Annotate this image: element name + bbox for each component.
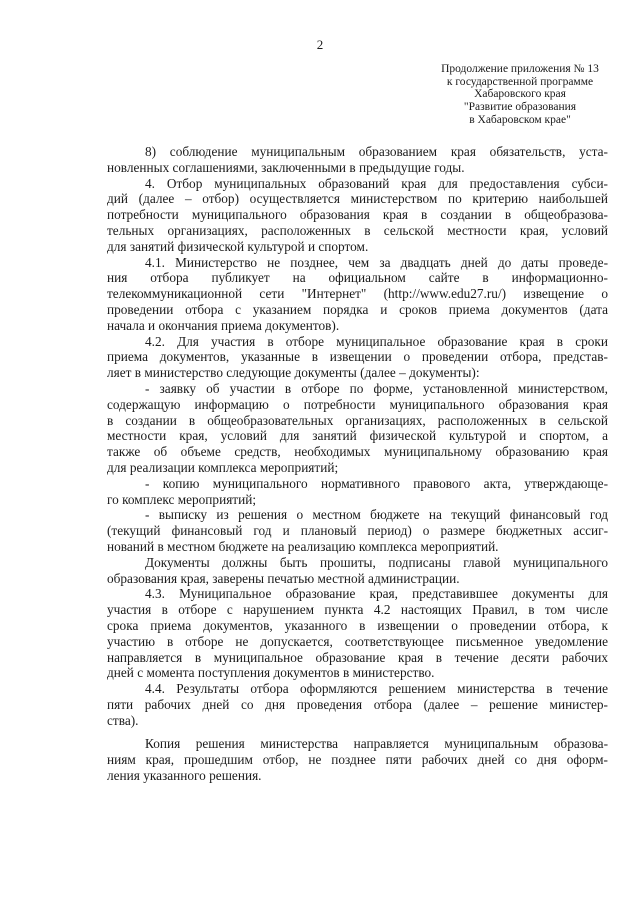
text-line: для реализации комплекса мероприятий; — [107, 459, 339, 475]
text-line: участию в отборе не допускается, соответствующее письменное уведомление — [107, 633, 608, 649]
appendix-header-line: в Хабаровском крае" — [469, 113, 571, 126]
appendix-header — [420, 63, 620, 127]
appendix-header-line: Продолжение приложения № 13 — [441, 63, 599, 75]
text-line: направляется в муниципальное образование края в течение десяти рабочих — [107, 649, 608, 665]
text-line: 4.1. Министерство не позднее, чем за двадцать дней до даты проведе- — [145, 254, 608, 270]
text-line: ления указанного решения. — [107, 768, 262, 784]
text-line: потребности муниципального образования края в создании в общеобразова- — [107, 207, 608, 223]
paragraph-4-3 — [107, 586, 608, 681]
text-line: 4. Отбор муниципальных образований края для предоставления субси- — [145, 175, 608, 191]
text-line: - копию муниципального нормативного правового акта, утверждающе- — [145, 475, 608, 491]
appendix-header-line: "Развитие образования — [463, 101, 577, 114]
text-line: также об объеме средств, необходимых муниципальному образованию края — [107, 444, 608, 460]
text-line: нований в местном бюджете на реализацию комплекса мероприятий. — [107, 538, 499, 554]
list-item-application — [107, 381, 608, 476]
text-line: ниям края, прошедшим отбор, не позднее пяти рабочих дней со дня оформ- — [107, 752, 608, 768]
paragraph-4-1 — [107, 255, 608, 334]
text-line: срока приема документов, указанного в извещении о проведении отбора, к — [107, 617, 608, 633]
text-line: Документы должны быть прошиты, подписаны главой муниципального — [145, 554, 608, 570]
text-line: Копия решения министерства направляется муниципальным образова- — [145, 736, 608, 752]
text-line: 8) соблюдение муниципальным образованием края обязательств, уста- — [145, 144, 608, 159]
text-line: 4.3. Муниципальное образование края, представившее документы для — [145, 586, 608, 602]
appendix-header-line: Хабаровского края — [474, 88, 566, 101]
text-line: дий (далее – отбор) осуществляется министерством по критерию наибольшей — [107, 191, 608, 207]
page-number: 2 — [316, 37, 324, 52]
text-line: приема документов, указанные в извещении о проведении отбора, представ- — [107, 349, 608, 365]
paragraph-4 — [107, 176, 608, 255]
paragraph-documents — [107, 555, 608, 587]
text-line: дней с момента поступления документов в министерство. — [107, 665, 435, 681]
text-line: телекоммуникационной сети "Интернет" (http://www.edu27.ru/) извещение о — [107, 286, 608, 302]
paragraph-item-8 — [107, 144, 608, 176]
text-line: проведении отбора с указанием порядка и сроков приема документов (дата — [107, 301, 608, 317]
text-line: - выписку из решения о местном бюджете на текущий финансовый год — [145, 507, 608, 523]
text-line: новленных соглашениями, заключенными в предыдущие годы. — [107, 159, 465, 175]
text-line: для занятий физической культурой и спортом. — [107, 238, 369, 254]
text-line: ляет в министерство следующие документы (далее – документы): — [107, 365, 480, 381]
text-line: содержащую информацию о потребности муниципального образования края — [107, 396, 608, 412]
text-line: пяти рабочих дней со дня проведения отбора (далее – решение министер- — [107, 696, 608, 712]
text-line: го комплекс мероприятий; — [107, 491, 257, 507]
paragraph-decision-copy — [107, 736, 608, 783]
text-line: в создании в общеобразовательных организациях, расположенных в сельской — [107, 412, 608, 428]
text-line: 4.4. Результаты отбора оформляются решением министерства в течение — [145, 681, 608, 697]
text-line: тельных организациях, расположенных в сельской местности края, условий — [107, 222, 608, 238]
text-line: (текущий финансовый год и плановый период) о размере бюджетных ассиг- — [107, 523, 608, 539]
text-line: 4.2. Для участия в отборе муниципальное образование края в сроки — [145, 333, 608, 349]
text-line: участия в отборе с нарушением пункта 4.2 настоящих Правил, в том числе — [107, 602, 608, 618]
text-line: - заявку об участии в отборе по форме, установленной министерством, — [145, 380, 608, 396]
text-line: ства). — [107, 712, 139, 728]
list-item-act-copy — [107, 476, 608, 508]
appendix-header-line: к государственной программе — [446, 75, 594, 88]
list-item-budget-extract — [107, 507, 608, 554]
paragraph-4-2 — [107, 334, 608, 381]
paragraph-4-4 — [107, 681, 608, 728]
text-line: ния отбора публикует на официальном сайте в информационно- — [107, 270, 608, 286]
text-line: начала и окончания приема документов). — [107, 317, 340, 333]
text-line: образования края, заверены печатью местной администрации. — [107, 570, 460, 586]
document-body — [107, 144, 608, 784]
text-line: местности края, условий для занятий физической культурой и спортом, а — [107, 428, 608, 444]
